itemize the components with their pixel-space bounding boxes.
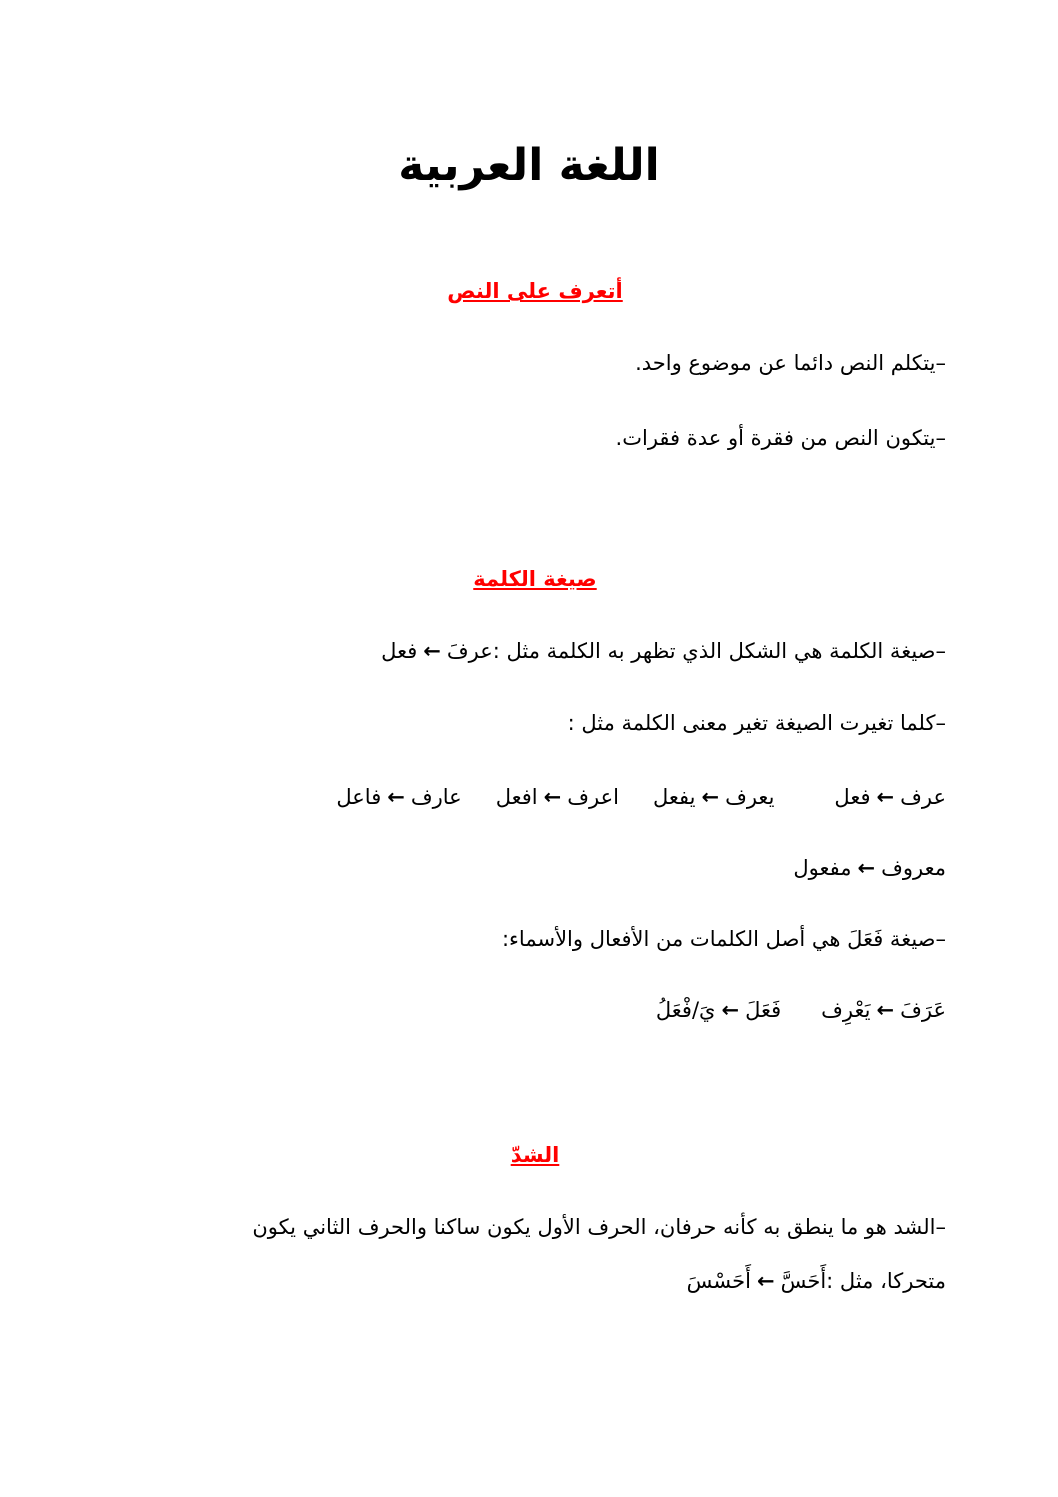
text-line	[186, 1268, 946, 1295]
example-form: يَ/فْعَلُ	[655, 998, 716, 1022]
arrow-left-icon: ←	[857, 856, 876, 880]
example-word: معروف	[881, 856, 946, 880]
example-form: فعل	[834, 785, 871, 809]
example-row	[186, 997, 946, 1024]
text-line: –كلما تغيرت الصيغة تغير معنى الكلمة مثل :	[567, 711, 946, 735]
text-line: –يتكون النص من فقرة أو عدة فقرات.	[615, 426, 946, 450]
example-word: اعرف	[567, 785, 619, 809]
example-form: افعل	[495, 785, 538, 809]
section-heading-text-recognition: أتعرف على النص	[447, 279, 623, 303]
text-line: –صيغة فَعَلَ هي أصل الكلمات من الأفعال والأسماء:	[501, 927, 946, 951]
arrow-left-icon: ←	[423, 639, 441, 663]
arrow-left-icon: ←	[876, 785, 895, 809]
line-text: متحركا، مثل :أَحَسَّ	[780, 1269, 946, 1293]
example-word: يعرف	[725, 785, 775, 809]
text-line: –يتكلم النص دائما عن موضوع واحد.	[635, 351, 946, 375]
section-heading-word-form: صيغة الكلمة	[473, 567, 597, 591]
example-form: يَعْرِف	[821, 998, 871, 1022]
example-form: مفعول	[793, 856, 852, 880]
line-result: أَحَسْسَ	[686, 1269, 751, 1293]
section-heading-shadda: الشدّ	[510, 1143, 560, 1167]
example-row	[186, 855, 946, 882]
example-word: عارف	[410, 785, 462, 809]
arrow-left-icon: ←	[543, 785, 562, 809]
line-text: –صيغة الكلمة هي الشكل الذي تظهر به الكلمة مثل :عرفَ	[446, 639, 946, 663]
example-row	[186, 784, 946, 811]
example-word: فَعَلَ	[745, 998, 782, 1022]
text-line	[186, 638, 946, 665]
example-word: عَرَفَ	[900, 998, 946, 1022]
text-line: –الشد هو ما ينطق به كأنه حرفان، الحرف الأول يكون ساكنا والحرف الثاني يكون	[252, 1215, 946, 1239]
arrow-left-icon: ←	[387, 785, 405, 809]
example-form: يفعل	[652, 785, 696, 809]
example-word: عرف	[900, 785, 946, 809]
page-title: اللغة العربية	[398, 140, 660, 191]
arrow-left-icon: ←	[701, 785, 720, 809]
arrow-left-icon: ←	[756, 1269, 775, 1293]
arrow-left-icon: ←	[721, 998, 740, 1022]
line-result: فعل	[381, 639, 418, 663]
example-form: فاعل	[336, 785, 382, 809]
arrow-left-icon: ←	[876, 998, 895, 1022]
